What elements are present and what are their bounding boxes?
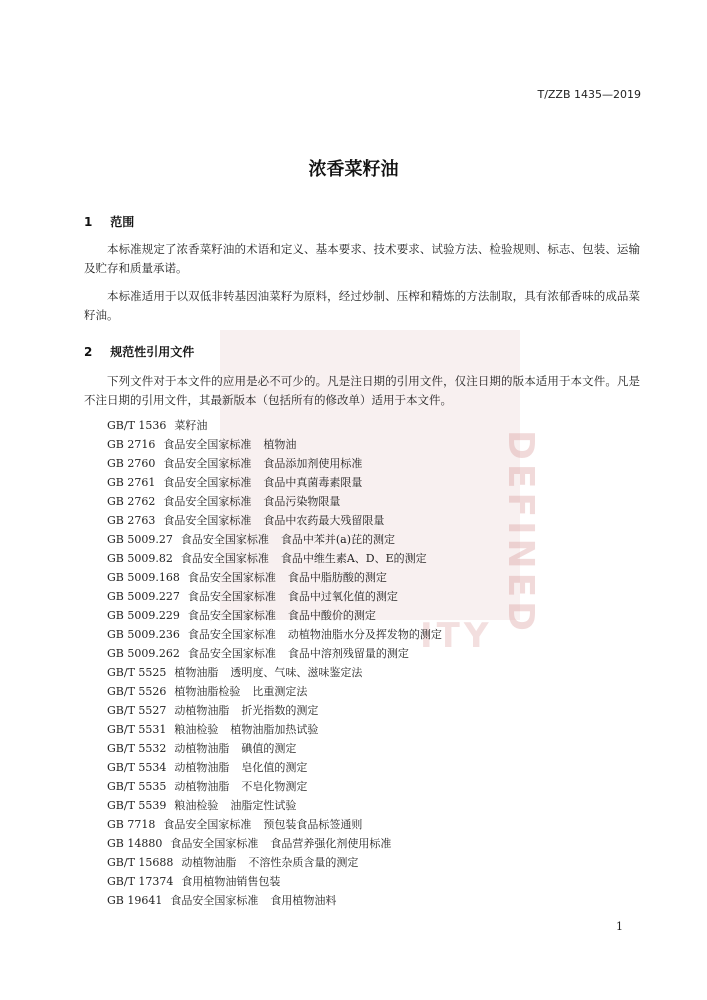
reference-item [107, 834, 454, 853]
reference-item [107, 701, 454, 720]
reference-code: GB 19641 [107, 894, 163, 907]
reference-title-part: 植物油脂检验 [174, 685, 241, 698]
reference-title-part: 食品安全国家标准 [163, 514, 252, 527]
reference-title-part: 动植物油脂 [174, 761, 230, 774]
reference-code: GB 2716 [107, 438, 156, 451]
reference-item [107, 587, 454, 606]
reference-title-part: 碘值的测定 [241, 742, 297, 755]
section-number: 1 [84, 215, 93, 229]
reference-code: GB 5009.262 [107, 647, 180, 660]
reference-title-part: 食品安全国家标准 [163, 818, 252, 831]
reference-item [107, 435, 454, 454]
reference-item [107, 796, 454, 815]
reference-code: GB 2761 [107, 476, 156, 489]
reference-code: GB 14880 [107, 837, 163, 850]
section-heading-references [84, 343, 194, 360]
reference-title-part: 食品安全国家标准 [187, 571, 276, 584]
reference-item [107, 891, 454, 910]
reference-title-part: 食品中维生素A、D、E的测定 [280, 552, 427, 565]
reference-title-part: 食品中农药最大残留限量 [263, 514, 385, 527]
reference-title-part: 菜籽油 [174, 419, 208, 432]
reference-code: GB 5009.82 [107, 552, 173, 565]
reference-item [107, 815, 454, 834]
scope-paragraph-1: 本标准规定了浓香菜籽油的术语和定义、基本要求、技术要求、试验方法、检验规则、标志、包装、运输及贮存和质量承诺。 [84, 242, 640, 275]
section-title: 范围 [110, 215, 135, 229]
reference-item [107, 644, 454, 663]
reference-title-part: 食品中酸价的测定 [287, 609, 376, 622]
reference-code: GB/T 5525 [107, 666, 167, 679]
reference-code: GB/T 5526 [107, 685, 167, 698]
reference-title-part: 植物油 [263, 438, 297, 451]
reference-item [107, 739, 454, 758]
reference-item [107, 663, 454, 682]
section-number: 2 [84, 345, 93, 359]
reference-code: GB/T 5531 [107, 723, 167, 736]
reference-code: GB 2762 [107, 495, 156, 508]
reference-title-part: 食品中溶剂残留量的测定 [287, 647, 409, 660]
reference-title-part: 食品安全国家标准 [187, 647, 276, 660]
reference-code: GB 5009.236 [107, 628, 180, 641]
reference-title-part: 食品安全国家标准 [180, 533, 269, 546]
reference-title-part: 透明度、气味、滋味鉴定法 [230, 666, 363, 679]
watermark-text: DEFINED [500, 430, 541, 636]
document-title: 浓香菜籽油 [308, 159, 399, 180]
reference-title-part: 动植物油脂 [181, 856, 237, 869]
reference-item [107, 549, 454, 568]
reference-code: GB 5009.229 [107, 609, 180, 622]
reference-code: GB 7718 [107, 818, 156, 831]
references-intro-paragraph: 下列文件对于本文件的应用是必不可少的。凡是注日期的引用文件，仅注日期的版本适用于本文件。凡是不注日期的引用文件，其最新版本（包括所有的修改单）适用于本文件。 [84, 374, 640, 407]
reference-title-part: 植物油脂 [174, 666, 219, 679]
section-title: 规范性引用文件 [110, 345, 195, 359]
reference-title-part: 食品污染物限量 [263, 495, 341, 508]
reference-item [107, 720, 454, 739]
reference-title-part: 食品安全国家标准 [163, 438, 252, 451]
reference-item [107, 682, 454, 701]
reference-item [107, 625, 454, 644]
reference-title-part: 食品安全国家标准 [170, 837, 259, 850]
reference-code: GB/T 1536 [107, 419, 167, 432]
scope-paragraph-2: 本标准适用于以双低非转基因油菜籽为原料，经过炒制、压榨和精炼的方法制取，具有浓郁香味的成品菜籽油。 [84, 289, 640, 322]
reference-item [107, 530, 454, 549]
reference-title-part: 食品中真菌毒素限量 [263, 476, 363, 489]
reference-title-part: 不皂化物测定 [241, 780, 308, 793]
reference-title-part: 食品添加剂使用标准 [263, 457, 363, 470]
reference-code: GB/T 5539 [107, 799, 167, 812]
reference-title-part: 食品安全国家标准 [180, 552, 269, 565]
reference-title-part: 植物油脂加热试验 [230, 723, 319, 736]
reference-item [107, 872, 454, 891]
reference-code: GB 2763 [107, 514, 156, 527]
reference-item [107, 777, 454, 796]
reference-title-part: 食品安全国家标准 [170, 894, 259, 907]
reference-title-part: 皂化值的测定 [241, 761, 308, 774]
reference-code: GB/T 5527 [107, 704, 167, 717]
watermark-text-horizontal: ITY [420, 616, 493, 656]
reference-title-part: 油脂定性试验 [230, 799, 297, 812]
section-heading-scope [84, 213, 134, 230]
reference-item [107, 568, 454, 587]
reference-title-part: 食品安全国家标准 [187, 628, 276, 641]
reference-title-part: 食品安全国家标准 [163, 476, 252, 489]
reference-code: GB/T 5535 [107, 780, 167, 793]
reference-title-part: 食品安全国家标准 [163, 457, 252, 470]
reference-title-part: 食品安全国家标准 [187, 609, 276, 622]
reference-item [107, 606, 454, 625]
reference-code: GB/T 5532 [107, 742, 167, 755]
reference-title-part: 折光指数的测定 [241, 704, 319, 717]
reference-item [107, 473, 454, 492]
reference-item [107, 454, 454, 473]
reference-list [107, 416, 454, 910]
reference-title-part: 食用植物油销售包装 [181, 875, 281, 888]
reference-code: GB 5009.168 [107, 571, 180, 584]
reference-item [107, 416, 454, 435]
reference-item [107, 758, 454, 777]
reference-title-part: 动植物油脂 [174, 780, 230, 793]
reference-code: GB 5009.27 [107, 533, 173, 546]
reference-title-part: 动植物油脂 [174, 742, 230, 755]
reference-item [107, 511, 454, 530]
reference-title-part: 食品安全国家标准 [163, 495, 252, 508]
reference-title-part: 食品中苯并(a)芘的测定 [280, 533, 395, 546]
reference-title-part: 食品中脂肪酸的测定 [287, 571, 387, 584]
reference-code: GB 5009.227 [107, 590, 180, 603]
reference-title-part: 食品中过氧化值的测定 [287, 590, 398, 603]
reference-item [107, 853, 454, 872]
reference-code: GB/T 15688 [107, 856, 174, 869]
reference-title-part: 食用植物油料 [270, 894, 337, 907]
reference-title-part: 比重测定法 [252, 685, 308, 698]
reference-title-part: 食品营养强化剂使用标准 [270, 837, 392, 850]
reference-code: GB/T 5534 [107, 761, 167, 774]
reference-title-part: 食品安全国家标准 [187, 590, 276, 603]
reference-title-part: 动植物油脂水分及挥发物的测定 [287, 628, 442, 641]
reference-title-part: 预包装食品标签通则 [263, 818, 363, 831]
reference-title-part: 不溶性杂质含量的测定 [248, 856, 359, 869]
reference-item [107, 492, 454, 511]
reference-title-part: 粮油检验 [174, 799, 219, 812]
reference-code: GB 2760 [107, 457, 156, 470]
page-number: 1 [616, 920, 623, 933]
reference-code: GB/T 17374 [107, 875, 174, 888]
reference-title-part: 动植物油脂 [174, 704, 230, 717]
reference-title-part: 粮油检验 [174, 723, 219, 736]
document-code: T/ZZB 1435—2019 [537, 88, 641, 101]
